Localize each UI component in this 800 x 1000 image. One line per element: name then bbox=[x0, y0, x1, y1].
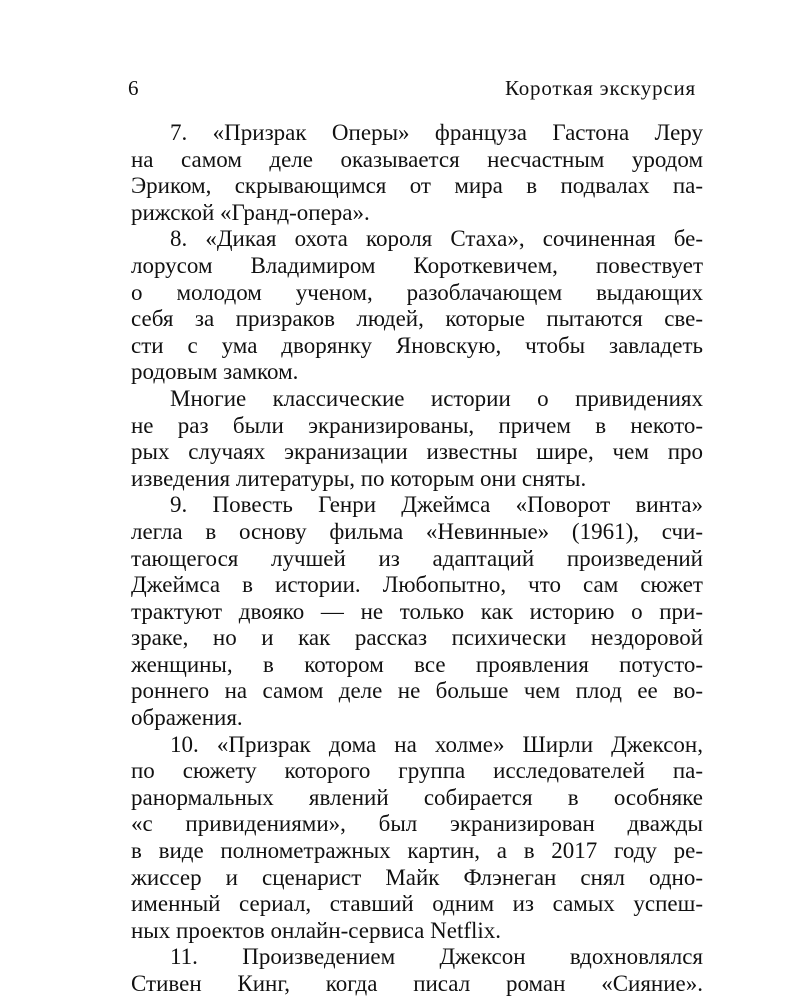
text-line: ображения. bbox=[131, 705, 243, 731]
text-line: по сюжету которого группа исследователей па- bbox=[131, 758, 703, 784]
text-line: 8. «Дикая охота короля Стаха», сочиненная бе- bbox=[170, 226, 703, 252]
text-line: Стивен Кинг, когда писал роман «Сияние». bbox=[131, 971, 703, 996]
text-line: не раз были экранизированы, причем в некото- bbox=[131, 412, 703, 438]
text-line: женщины, в котором все проявления потусто- bbox=[131, 651, 703, 677]
text-line: изведения литературы, по которым они сняты. bbox=[131, 465, 587, 491]
text-line: «с привидениями», был экранизирован дважды bbox=[131, 811, 703, 837]
paragraph-shining bbox=[131, 944, 703, 997]
text-line: 7. «Призрак Оперы» француза Гастона Леру bbox=[170, 120, 703, 145]
text-line: ных проектов онлайн-сервиса Netflix. bbox=[131, 917, 502, 943]
text-line: Джеймса в истории. Любопытно, что сам сюжет bbox=[131, 572, 703, 598]
text-line: рых случаях экранизации известны шире, чем про bbox=[131, 439, 703, 465]
text-line: тающегося лучшей из адаптаций произведений bbox=[131, 545, 703, 571]
running-title: Короткая экскурсия bbox=[504, 76, 696, 100]
paragraph-adaptations bbox=[131, 386, 703, 492]
paragraph-haunting-hill-house bbox=[131, 732, 703, 945]
text-line: рижской «Гранд-опера». bbox=[131, 199, 370, 225]
text-line: зраке, но и как рассказ психически нездоровой bbox=[131, 625, 703, 651]
text-line: именный сериал, ставший одним из самых успеш- bbox=[131, 891, 703, 917]
text-line: о молодом ученом, разоблачающем выдающих bbox=[131, 279, 703, 305]
paragraph-wild-hunt bbox=[131, 226, 703, 386]
text-line: ранормальных явлений собирается в особняке bbox=[131, 784, 703, 810]
text-line: легла в основу фильма «Невинные» (1961), счи- bbox=[131, 518, 703, 544]
text-line: 11. Произведением Джексон вдохновлялся bbox=[170, 944, 703, 970]
paragraph-turn-of-screw bbox=[131, 492, 703, 731]
text-line: в виде полнометражных картин, а в 2017 году ре- bbox=[131, 838, 703, 864]
text-line: жиссер и сценарист Майк Флэнеган снял одно- bbox=[131, 864, 703, 890]
text-line: трактуют двояко — не только как историю о при- bbox=[131, 598, 703, 624]
page-number: 6 bbox=[128, 76, 139, 100]
text-line: лорусом Владимиром Короткевичем, повествует bbox=[131, 252, 703, 278]
text-line: сти с ума дворянку Яновскую, чтобы завладеть bbox=[131, 332, 703, 358]
page-header bbox=[0, 76, 800, 106]
text-line: на самом деле оказывается несчастным уродом bbox=[131, 146, 703, 172]
text-line: родовым замком. bbox=[131, 359, 299, 385]
text-line: 10. «Призрак дома на холме» Ширли Джексон, bbox=[170, 731, 703, 757]
body-text bbox=[131, 120, 703, 998]
text-line: 9. Повесть Генри Джеймса «Поворот винта» bbox=[170, 492, 703, 518]
text-line: Многие классические истории о привидениях bbox=[170, 385, 703, 411]
text-line: Эриком, скрывающимся от мира в подвалах па- bbox=[131, 173, 703, 199]
text-line: роннего на самом деле не больше чем плод ее во- bbox=[131, 678, 703, 704]
text-line: себя за призраков людей, которые пытаются све- bbox=[131, 306, 703, 332]
paragraph-ghost-of-opera bbox=[131, 120, 703, 226]
